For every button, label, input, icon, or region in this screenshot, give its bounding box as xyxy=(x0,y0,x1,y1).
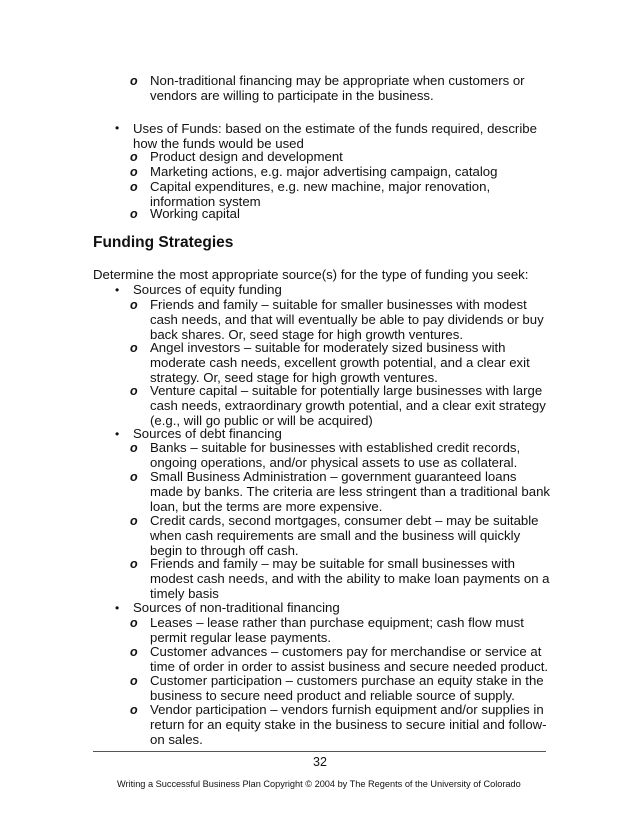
list-item: Marketing actions, e.g. major advertising campaign, catalog xyxy=(150,164,498,179)
list-item: Friends and family – may be suitable for small businesses with modest cash needs, and with the ability to make loan payments on a timely basis xyxy=(150,556,550,602)
non-traditional-label: Sources of non-traditional financing xyxy=(133,600,340,615)
sub-bullet: o xyxy=(130,703,138,717)
sub-bullet: o xyxy=(130,557,138,571)
sub-bullet: o xyxy=(130,150,138,164)
page-number: 32 xyxy=(313,755,327,769)
footer-copyright: Writing a Successful Business Plan Copyright © 2004 by The Regents of the University of Colorado xyxy=(117,779,521,789)
list-item: Small Business Administration – government guaranteed loans made by banks. The criteria are less stringent than a traditional bank loan, but the terms are more expensive. xyxy=(150,469,550,515)
list-item: Banks – suitable for businesses with established credit records, ongoing operations, and/or physical assets to use as collateral. xyxy=(150,440,521,471)
bullet: • xyxy=(115,121,120,135)
list-item: Customer advances – customers pay for merchandise or service at time of order in order to assist business and secure needed product. xyxy=(150,644,549,675)
bullet: • xyxy=(115,283,120,297)
list-item: Angel investors – suitable for moderately sized business with moderate cash needs, excellent growth potential, and a clear exit strategy. Or, seed stage for high growth ventures. xyxy=(150,340,530,386)
equity-label: Sources of equity funding xyxy=(133,282,282,297)
bullet: • xyxy=(115,427,120,441)
list-item: Leases – lease rather than purchase equipment; cash flow must permit regular lease payments. xyxy=(150,615,524,646)
sub-bullet: o xyxy=(130,298,138,312)
list-item: Non-traditional financing may be appropriate when customers or vendors are willing to participate in the business. xyxy=(150,73,525,104)
debt-label: Sources of debt financing xyxy=(133,426,282,441)
sub-bullet: o xyxy=(130,674,138,688)
sub-bullet: o xyxy=(130,514,138,528)
list-item: Capital expenditures, e.g. new machine, major renovation, information system xyxy=(150,179,491,210)
sub-bullet: o xyxy=(130,74,138,88)
sub-bullet: o xyxy=(130,165,138,179)
bullet: • xyxy=(115,601,120,615)
list-item: Working capital xyxy=(150,206,240,221)
list-item: Product design and development xyxy=(150,149,343,164)
sub-bullet: o xyxy=(130,616,138,630)
list-item: Friends and family – suitable for smaller businesses with modest cash needs, and that will eventually be able to pay dividends or buy back shares. Or, seed stage for high growth ventures. xyxy=(150,297,544,343)
footer-rule xyxy=(93,751,546,752)
intro-text: Determine the most appropriate source(s) for the type of funding you seek: xyxy=(93,267,529,282)
list-item: Venture capital – suitable for potentially large businesses with large cash needs, extraordinary growth potential, and a clear exit strategy (e.g., will go public or will be acquired) xyxy=(150,383,546,429)
sub-bullet: o xyxy=(130,470,138,484)
sub-bullet: o xyxy=(130,207,138,221)
sub-bullet: o xyxy=(130,441,138,455)
sub-bullet: o xyxy=(130,180,138,194)
list-item: Customer participation – customers purchase an equity stake in the business to secure need product and reliable source of supply. xyxy=(150,673,544,704)
list-item: Vendor participation – vendors furnish equipment and/or supplies in return for an equity stake in the business to secure initial and follow-on sales. xyxy=(150,702,547,748)
uses-of-funds-label: Uses of Funds: based on the estimate of the funds required, describe how the funds would be used xyxy=(133,121,537,152)
section-heading: Funding Strategies xyxy=(93,234,234,251)
list-item: Credit cards, second mortgages, consumer debt – may be suitable when cash requirements are small and the business will quickly begin to through off cash. xyxy=(150,513,539,559)
sub-bullet: o xyxy=(130,645,138,659)
sub-bullet: o xyxy=(130,341,138,355)
sub-bullet: o xyxy=(130,384,138,398)
